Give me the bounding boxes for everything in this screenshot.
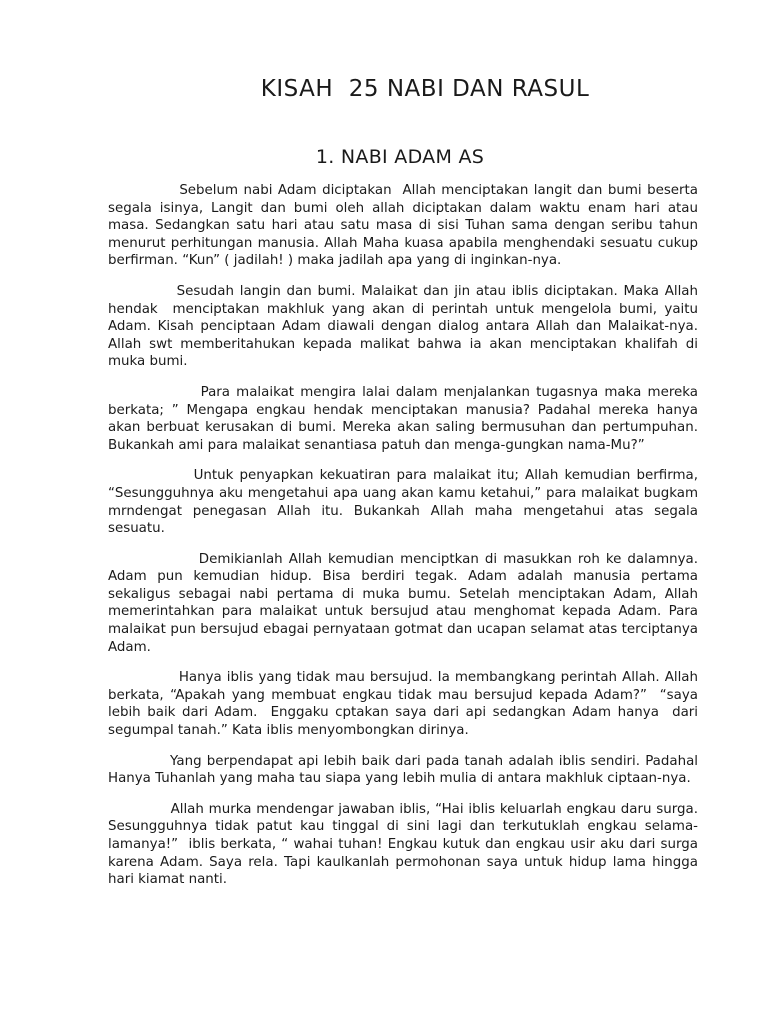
paragraph: Para malaikat mengira lalai dalam menjalankan tugasnya maka mereka berkata; ” Mengapa engkau hendak menciptakan manusia? Padahal mereka hanya akan berbuat kerusakan di bumi. Mereka akan saling bermusuhan dan pertumpuhan. Bukankah ami para malaikat senantiasa patuh dan menga-gungkan nama-Mu?”	[108, 384, 703, 453]
paragraph: Hanya iblis yang tidak mau bersujud. Ia membangkang perintah Allah. Allah berkata, “Apakah yang membuat engkau tidak mau bersujud kepada Adam?” “saya lebih baik dari Adam. Enggaku cptakan saya dari api sedangkan Adam hanya dari segumpal tanah.” Kata iblis menyombongkan dirinya.	[108, 670, 703, 739]
paragraph: Allah murka mendengar jawaban iblis, “Hai iblis keluarlah engkau daru surga. Sesungguhnya tidak patut kau tinggal di sini lagi dan terkutuklah engkau selama-lamanya!” iblis berkata, “ wahai tuhan! Engkau kutuk dan engkau usir aku dari surga karena Adam. Saya rela. Tapi kaulkanlah permohonan saya untuk hidup lama hingga hari kiamat nanti.	[108, 801, 703, 888]
document-body	[108, 182, 703, 902]
paragraph: Sebelum nabi Adam diciptakan Allah menciptakan langit dan bumi beserta segala isinya, Langit dan bumi oleh allah diciptakan dalam waktu enam hari atau masa. Sedangkan satu hari atau satu masa di sisi Tuhan sama dengan seribu tahun menurut perhitungan manusia. Allah Maha kuasa apabila menghendaki sesuatu cukup berfirman. “Kun” ( jadilah! ) maka jadilah apa yang di inginkan-nya.	[108, 183, 703, 269]
paragraph: Untuk penyapkan kekuatiran para malaikat itu; Allah kemudian berfirma, “Sesungguhnya aku mengetahui apa uang akan kamu ketahui,” para malaikat bugkam mrndengat penegasan Allah itu. Bukankah Allah maha mengetahui atas segala sesuatu.	[108, 468, 703, 537]
document-title: KISAH 25 NABI DAN RASUL	[260, 76, 590, 102]
section-heading: 1. NABI ADAM AS	[315, 146, 485, 168]
paragraph: Sesudah langin dan bumi. Malaikat dan jin atau iblis diciptakan. Maka Allah hendak menciptakan makhluk yang akan di perintah untuk mengelola bumi, yaitu Adam. Kisah penciptaan Adam diawali dengan dialog antara Allah dan Malaikat-nya. Allah swt memberitahukan kepada malikat bahwa ia akan menciptakan khalifah di muka bumi.	[108, 283, 703, 370]
paragraph: Demikianlah Allah kemudian menciptkan di masukkan roh ke dalamnya. Adam pun kemudian hidup. Bisa berdiri tegak. Adam adalah manusia pertama sekaligus sebagai nabi pertama di muka bumu. Setelah menciptakan Adam, Allah memerintahkan para malaikat untuk bersujud atau menghomat kepada Adam. Para malaikat pun bersujud ebagai pernyataan gotmat dan ucapan selamat atas terciptanya Adam.	[108, 551, 703, 655]
paragraph: Yang berpendapat api lebih baik dari pada tanah adalah iblis sendiri. Padahal Hanya Tuhanlah yang maha tau siapa yang lebih mulia di antara makhluk ciptaan-nya.	[108, 753, 703, 787]
